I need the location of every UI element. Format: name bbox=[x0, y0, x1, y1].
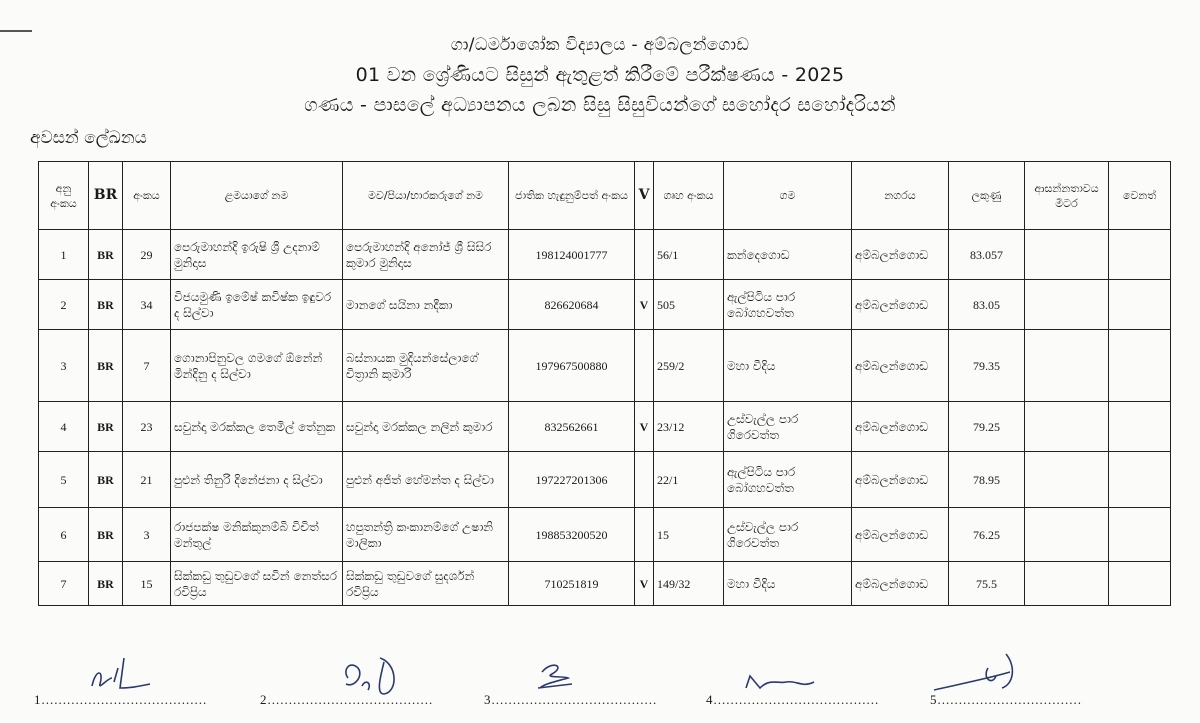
col-number: අංකය bbox=[123, 162, 171, 230]
table-row bbox=[39, 508, 1171, 562]
col-other: වෙනත් bbox=[1109, 162, 1171, 230]
table-row bbox=[39, 452, 1171, 508]
cell-serial: 7 bbox=[39, 562, 89, 606]
cell-guardian-name: පුළුන් අජිත් හේමන්ත ද සිල්වා bbox=[343, 452, 509, 508]
cell-child-name: රාජපක්ෂ මනික්කුනම්බි විචිත් මන්තුල් bbox=[171, 508, 343, 562]
cell-guardian-name: බස්නායක මුදියන්සේලාගේ චිත්‍රානි කුමාරි bbox=[343, 330, 509, 402]
cell-number: 3 bbox=[123, 508, 171, 562]
cell-village: මහා වීදිය bbox=[724, 330, 852, 402]
table-row bbox=[39, 230, 1171, 280]
cell-city: අම්බලන්ගොඩ bbox=[852, 230, 949, 280]
table-row bbox=[39, 562, 1171, 606]
signature-slot-1: 1....................................... bbox=[34, 692, 208, 707]
cell-nic: 710251819 bbox=[509, 562, 635, 606]
cell-br: BR bbox=[89, 452, 123, 508]
cell-proximity bbox=[1025, 452, 1109, 508]
cell-house-no: 22/1 bbox=[654, 452, 724, 508]
cell-proximity bbox=[1025, 230, 1109, 280]
cell-other bbox=[1109, 562, 1171, 606]
cell-city: අම්බලන්ගොඩ bbox=[852, 562, 949, 606]
cell-child-name: සවුන්දා මරක්කල තෙමිල් තේනුක bbox=[171, 402, 343, 452]
cell-v bbox=[635, 508, 654, 562]
cell-number: 7 bbox=[123, 330, 171, 402]
cell-marks: 83.057 bbox=[949, 230, 1025, 280]
col-br: BR bbox=[89, 162, 123, 230]
cell-guardian-name: මානගේ සයිනා නදීකා bbox=[343, 280, 509, 330]
document-header bbox=[0, 30, 1200, 120]
cell-child-name: සික්කඩු තුඩුවගේ සවින් නෙත්සර රවිප්‍රිය bbox=[171, 562, 343, 606]
category-line: ගණය - පාසලේ අධ්‍යාපනය ලබන සිසු සිසුවියන්ගේ සහෝදර සහෝදරියන් bbox=[304, 94, 896, 116]
student-list-table bbox=[38, 161, 1171, 606]
signature-4 bbox=[742, 648, 822, 694]
signature-slot-5: 5.................................. bbox=[930, 692, 1082, 707]
cell-child-name: ගොනාපිනුවල ගමගේ ඕනේන් මින්දිනු ද සිල්වා bbox=[171, 330, 343, 402]
signature-1 bbox=[80, 648, 160, 698]
cell-house-no: 505 bbox=[654, 280, 724, 330]
cell-child-name: පෙරුමාහන්දි ඉරුෂි ශ්‍රී උදනාම් මුනිදාස bbox=[171, 230, 343, 280]
cell-serial: 4 bbox=[39, 402, 89, 452]
cell-proximity bbox=[1025, 402, 1109, 452]
cell-number: 23 bbox=[123, 402, 171, 452]
signature-2 bbox=[336, 648, 416, 700]
cell-br: BR bbox=[89, 330, 123, 402]
signature-slot-3: 3....................................... bbox=[484, 692, 658, 707]
cell-br: BR bbox=[89, 230, 123, 280]
cell-child-name: පුළුන් තිනුරි දිනේජනා ද සිල්වා bbox=[171, 452, 343, 508]
cell-nic: 198124001777 bbox=[509, 230, 635, 280]
cell-village: ඇල්පිටිය පාර බෝගහවත්ත bbox=[724, 280, 852, 330]
table-row bbox=[39, 402, 1171, 452]
col-house-no: ගෘහ අංකය bbox=[654, 162, 724, 230]
col-serial: අනු අංකය bbox=[39, 162, 89, 230]
cell-br: BR bbox=[89, 562, 123, 606]
cell-village: උස්වැල්ල පාර ගිරෙවත්ත bbox=[724, 402, 852, 452]
col-v: V bbox=[635, 162, 654, 230]
exam-title: 01 වන ශ්‍රේණියට සිසුන් ඇතුළත් කිරීමේ පරීක්ෂණය - 2025 bbox=[355, 64, 845, 86]
cell-br: BR bbox=[89, 508, 123, 562]
cell-number: 21 bbox=[123, 452, 171, 508]
cell-other bbox=[1109, 402, 1171, 452]
cell-child-name: විජයමුණි ඉමේෂ් කවිෂ්ක ඉඳුවර ද සිල්වා bbox=[171, 280, 343, 330]
cell-proximity bbox=[1025, 280, 1109, 330]
cell-serial: 2 bbox=[39, 280, 89, 330]
cell-v bbox=[635, 452, 654, 508]
col-proximity: ආසන්නතාවය මීටර bbox=[1025, 162, 1109, 230]
cell-other bbox=[1109, 230, 1171, 280]
cell-village: කන්දෙගොඩ bbox=[724, 230, 852, 280]
cell-marks: 78.95 bbox=[949, 452, 1025, 508]
cell-serial: 1 bbox=[39, 230, 89, 280]
col-nic: ජාතික හැඳුනුම්පත් අංකය bbox=[509, 162, 635, 230]
cell-guardian-name: සික්කඩු තුඩුවගේ සුදර්ශන් රවිප්‍රිය bbox=[343, 562, 509, 606]
cell-nic: 198853200520 bbox=[509, 508, 635, 562]
cell-guardian-name: සවුන්දා මරක්කල නලින් කුමාර bbox=[343, 402, 509, 452]
cell-marks: 83.05 bbox=[949, 280, 1025, 330]
cell-city: අම්බලන්ගොඩ bbox=[852, 330, 949, 402]
signature-slot-4: 4....................................... bbox=[706, 692, 880, 707]
cell-proximity bbox=[1025, 330, 1109, 402]
cell-serial: 3 bbox=[39, 330, 89, 402]
cell-marks: 79.35 bbox=[949, 330, 1025, 402]
cell-v: V bbox=[635, 280, 654, 330]
cell-other bbox=[1109, 330, 1171, 402]
signature-slot-2: 2....................................... bbox=[260, 692, 434, 707]
cell-house-no: 149/32 bbox=[654, 562, 724, 606]
col-child-name: ළමයාගේ නම bbox=[171, 162, 343, 230]
cell-guardian-name: හපුතන්ත්‍රි කංකානම්ගේ උෂානි මාලිකා bbox=[343, 508, 509, 562]
cell-house-no: 15 bbox=[654, 508, 724, 562]
school-name: ගා/ධර්මාශෝක විද්‍යාලය - අම්බලන්ගොඩ bbox=[450, 35, 750, 55]
cell-number: 15 bbox=[123, 562, 171, 606]
final-list-title: අවසන් ලේඛනය bbox=[30, 128, 147, 148]
cell-v bbox=[635, 330, 654, 402]
cell-marks: 75.5 bbox=[949, 562, 1025, 606]
cell-number: 29 bbox=[123, 230, 171, 280]
cell-other bbox=[1109, 452, 1171, 508]
cell-nic: 832562661 bbox=[509, 402, 635, 452]
cell-village: උස්වැල්ල පාර ගිරෙවත්ත bbox=[724, 508, 852, 562]
cell-v bbox=[635, 230, 654, 280]
table-header-row bbox=[39, 162, 1171, 230]
cell-village: මහා වීදිය bbox=[724, 562, 852, 606]
cell-br: BR bbox=[89, 280, 123, 330]
col-marks: ලකුණු bbox=[949, 162, 1025, 230]
col-guardian-name: මව/පියා/භාරකරුගේ නම bbox=[343, 162, 509, 230]
cell-other bbox=[1109, 508, 1171, 562]
table-row bbox=[39, 280, 1171, 330]
cell-other bbox=[1109, 280, 1171, 330]
cell-proximity bbox=[1025, 508, 1109, 562]
table-row bbox=[39, 330, 1171, 402]
cell-br: BR bbox=[89, 402, 123, 452]
cell-city: අම්බලන්ගොඩ bbox=[852, 402, 949, 452]
cell-number: 34 bbox=[123, 280, 171, 330]
col-city: නගරය bbox=[852, 162, 949, 230]
cell-v: V bbox=[635, 402, 654, 452]
cell-city: අම්බලන්ගොඩ bbox=[852, 452, 949, 508]
cell-house-no: 259/2 bbox=[654, 330, 724, 402]
cell-house-no: 23/12 bbox=[654, 402, 724, 452]
cell-nic: 197227201306 bbox=[509, 452, 635, 508]
cell-nic: 197967500880 bbox=[509, 330, 635, 402]
signature-5 bbox=[930, 648, 1030, 700]
cell-city: අම්බලන්ගොඩ bbox=[852, 508, 949, 562]
cell-village: ඇල්පිටිය පාර බෝගහවත්ත bbox=[724, 452, 852, 508]
signature-3 bbox=[532, 648, 582, 694]
col-village: ගම bbox=[724, 162, 852, 230]
cell-nic: 826620684 bbox=[509, 280, 635, 330]
cell-city: අම්බලන්ගොඩ bbox=[852, 280, 949, 330]
cell-v: V bbox=[635, 562, 654, 606]
cell-proximity bbox=[1025, 562, 1109, 606]
cell-guardian-name: පෙරුමාහන්දි අනෝජ් ශ්‍රී සිසිර කුමාර මුනිදාස bbox=[343, 230, 509, 280]
cell-house-no: 56/1 bbox=[654, 230, 724, 280]
cell-marks: 79.25 bbox=[949, 402, 1025, 452]
cell-serial: 5 bbox=[39, 452, 89, 508]
cell-serial: 6 bbox=[39, 508, 89, 562]
cell-marks: 76.25 bbox=[949, 508, 1025, 562]
